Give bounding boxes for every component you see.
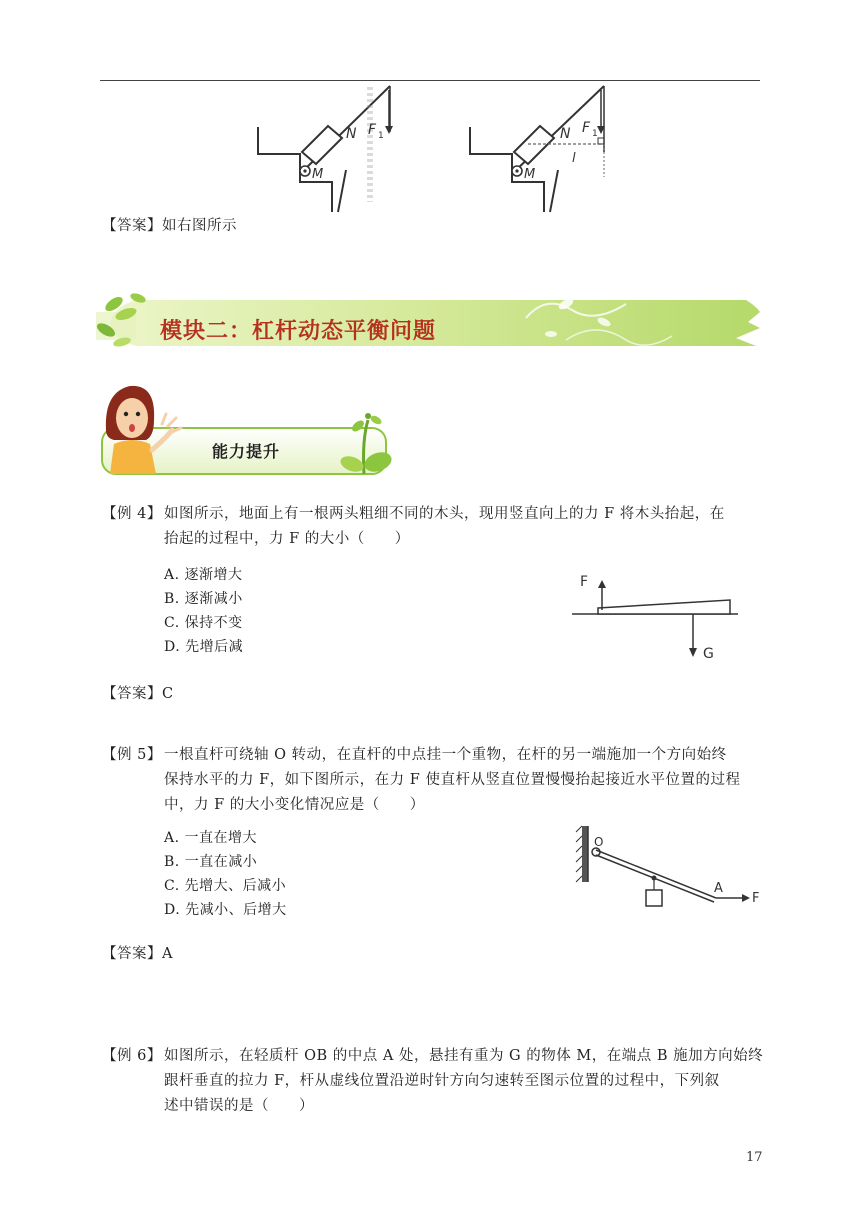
example5-option-a: A. 一直在增大 [164,830,258,846]
header-rule [100,80,760,81]
ex4-g-label: G [703,646,714,662]
fig2-f1-sub: 1 [592,129,598,139]
example4-figure [568,570,743,665]
example6-line2: 跟杆垂直的拉力 F，杆从虚线位置沿逆时针方向匀速转至图示位置的过程中，下列叙 [164,1073,720,1089]
example5-figure [574,822,764,917]
fig1-f1-sub: 1 [378,131,384,141]
ability-badge [96,380,396,480]
example5-line2: 保持水平的力 F，如下图所示，在力 F 使直杆从竖直位置慢慢抬起接近水平位置的过程 [164,772,741,788]
fig2-f1-label: F [582,120,591,136]
example5-line3: 中，力 F 的大小变化情况应是（ ） [164,797,425,813]
example5-option-c: C. 先增大、后减小 [164,878,287,894]
fig1-n-label: N [346,126,357,142]
example6-line1: 如图所示，在轻质杆 OB 的中点 A 处，悬挂有重为 G 的物体 M，在端点 B 施加方向始终 [164,1048,764,1064]
example4-option-c: C. 保持不变 [164,615,243,631]
ability-label: 能力提升 [212,442,281,461]
ex5-a-label: A [714,881,723,896]
fig1-m-label: M [312,167,324,182]
example4-option-d: D. 先增后减 [164,639,244,655]
example5-option-d: D. 先减小、后增大 [164,902,287,918]
example4-line2: 抬起的过程中，力 F 的大小（ ） [164,531,410,547]
example5-line1: 一根直杆可绕轴 O 转动，在直杆的中点挂一个重物，在杆的另一端施加一个方向始终 [164,747,727,763]
fig2-m-label: M [524,167,536,182]
example4-line1: 如图所示，地面上有一根两头粗细不同的木头，现用竖直向上的力 F 将木头抬起，在 [164,506,725,522]
example4-option-a: A. 逐渐增大 [164,567,243,583]
ex4-f-label: F [580,574,589,590]
example4-tag: 【例 4】 [102,506,162,522]
example5-answer: 【答案】A [102,946,173,962]
fig2-n-label: N [560,126,571,142]
example6-tag: 【例 6】 [102,1048,162,1064]
module-banner [96,282,764,362]
example4-answer: 【答案】C [102,686,174,702]
example4-option-b: B. 逐渐减小 [164,591,243,607]
lever-figure-2 [462,82,617,217]
page-number: 17 [746,1150,763,1165]
module-title: 模块二：杠杆动态平衡问题 [160,319,437,344]
ex5-f-label: F [752,891,760,906]
example5-tag: 【例 5】 [102,747,162,763]
fig2-l-label: l [572,151,576,166]
example6-line3: 述中错误的是（ ） [164,1098,314,1114]
lever-figure-1 [250,82,400,217]
ex5-o-label: O [594,835,604,849]
example5-option-b: B. 一直在减小 [164,854,258,870]
top-answer: 【答案】如右图所示 [102,218,237,234]
fig1-f1-label: F [368,122,377,138]
